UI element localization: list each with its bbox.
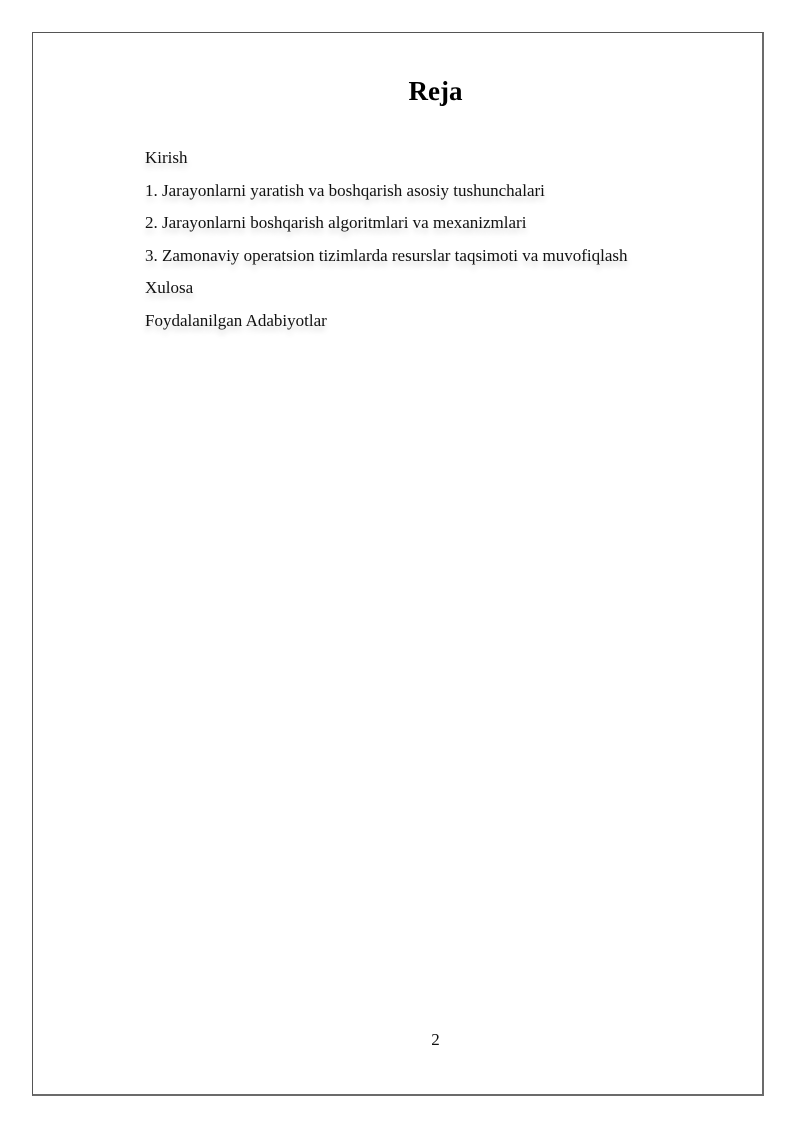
document-page <box>32 32 764 1096</box>
toc-item-chapter-3: 3. Zamonaviy operatsion tizimlarda resurslar taqsimoti va muvofiqlash <box>145 245 628 265</box>
table-of-contents <box>145 146 628 342</box>
toc-item-introduction: Kirish <box>145 148 188 167</box>
toc-item-chapter-1: 1. Jarayonlarni yaratish va boshqarish asosiy tushunchalari <box>145 180 545 200</box>
toc-item-chapter-2: 2. Jarayonlarni boshqarish algoritmlari va mexanizmlari <box>145 213 527 233</box>
page-number: 2 <box>431 1030 440 1049</box>
toc-item-references: Foydalanilgan Adabiyotlar <box>145 310 327 330</box>
page-title: Reja <box>408 76 463 106</box>
toc-item-conclusion: Xulosa <box>145 278 194 298</box>
